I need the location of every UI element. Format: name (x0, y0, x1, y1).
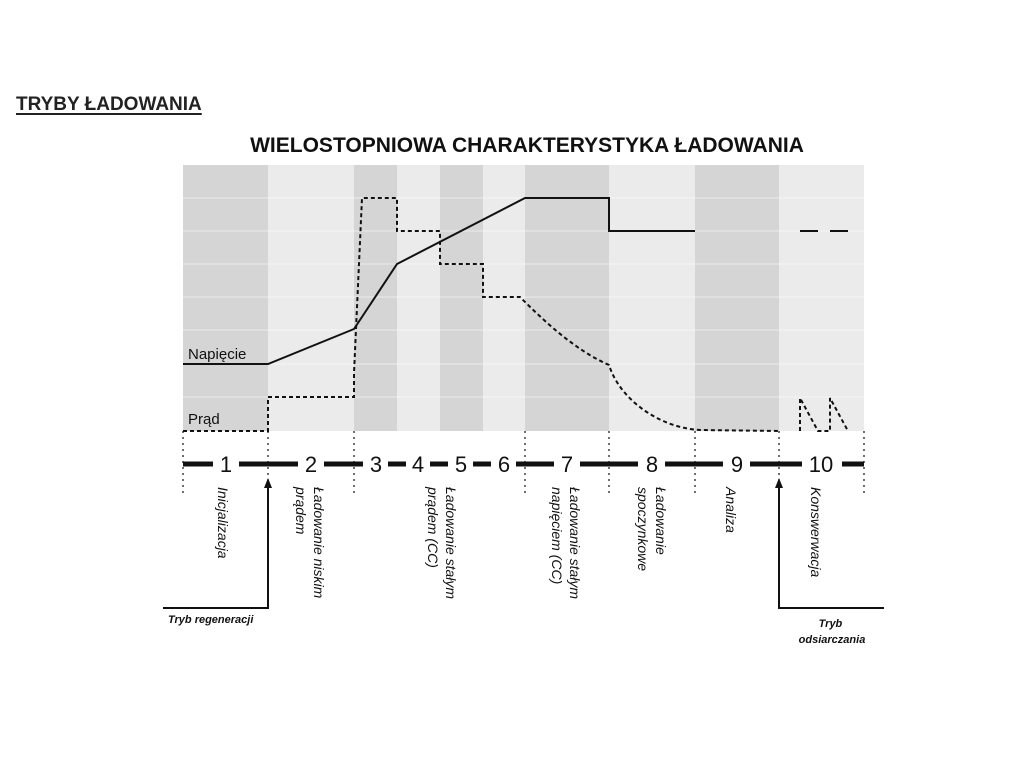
regeneration-mode-label: Tryb regeneracji (168, 614, 254, 626)
stage-name-7: Ładowanie stałym napięciem (CC) (549, 487, 583, 600)
stage-number-3: 3 (369, 452, 383, 477)
band-stage-7 (525, 165, 609, 431)
diagram-title: WIELOSTOPNIOWA CHARAKTERYSTYKA ŁADOWANIA (250, 134, 804, 157)
page-header: TRYBY ŁADOWANIA (16, 94, 202, 115)
stage-number-9: 9 (730, 452, 744, 477)
stage-name-5: Ładowanie stałym prądem (CC) (425, 487, 459, 600)
stage-bar (183, 452, 864, 477)
stage-name-1: Inicjalizacja (215, 487, 231, 559)
band-stage-9 (695, 165, 779, 431)
stage-name-10: Konswerwacja (808, 487, 824, 578)
stage-number-4: 4 (411, 452, 425, 477)
stage-name-8: Ładowanie spoczynkowe (635, 487, 669, 572)
stage-number-1: 1 (219, 452, 233, 477)
desulfation-mode-label: Tryb odsiarczania (798, 618, 866, 646)
current-label: Prąd (188, 411, 220, 428)
desulfation-mode-arrow (775, 478, 884, 608)
band-stage-5 (440, 165, 483, 431)
band-stage-1 (183, 165, 268, 431)
stage-name-2: Ładowanie niskim prądem (293, 487, 327, 599)
stage-number-10: 10 (808, 452, 834, 477)
band-stage-2 (268, 165, 354, 431)
stage-number-2: 2 (304, 452, 318, 477)
voltage-label: Napięcie (188, 346, 247, 363)
stage-bands (183, 165, 864, 431)
stage-number-6: 6 (497, 452, 511, 477)
stage-number-7: 7 (560, 452, 574, 477)
band-stage-4 (397, 165, 440, 431)
stage-names (215, 486, 824, 603)
stage-number-8: 8 (645, 452, 659, 477)
stage-number-5: 5 (454, 452, 468, 477)
band-stage-8 (609, 165, 695, 431)
stage-name-9: Analiza (723, 487, 739, 533)
band-stage-10 (779, 165, 864, 431)
